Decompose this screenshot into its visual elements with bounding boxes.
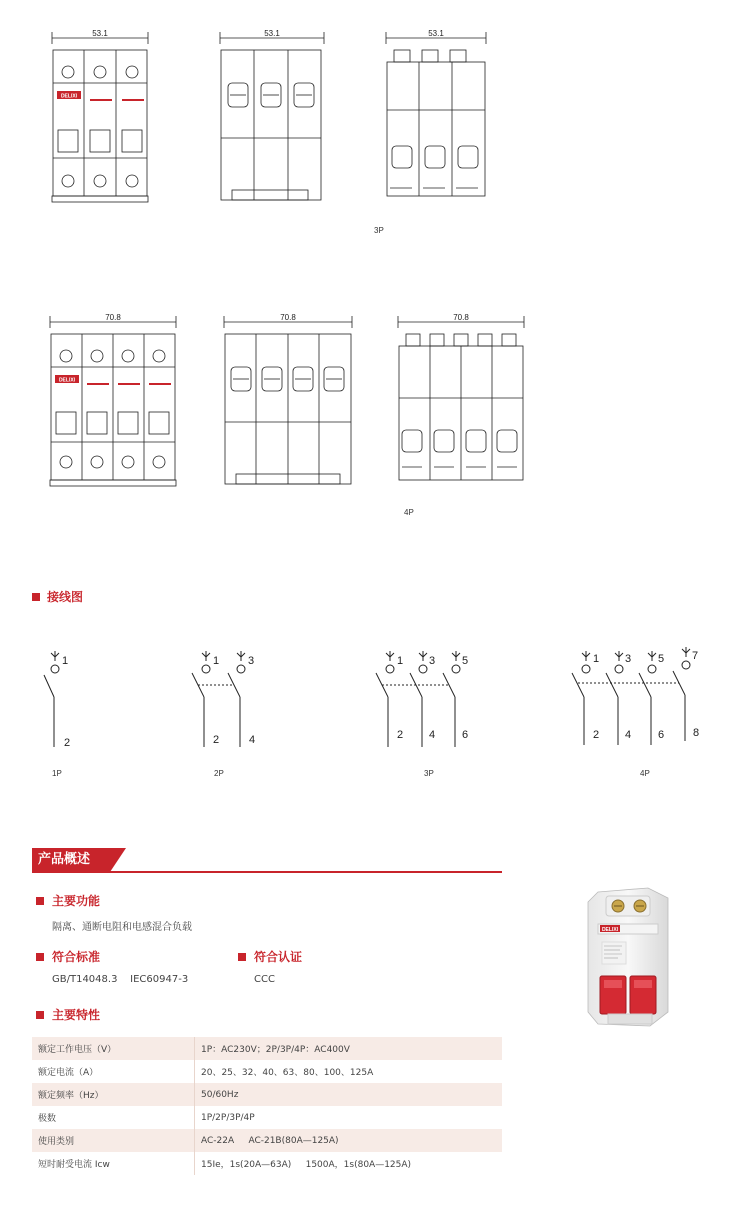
terminal-label: 1 — [62, 655, 69, 667]
spec-name: 额定频率（Hz） — [32, 1083, 195, 1106]
dimension-label: 53.1 — [92, 29, 108, 38]
terminal-label: 3 — [429, 655, 436, 667]
drawing-3p-front — [50, 28, 150, 204]
terminal-label: 6 — [658, 729, 665, 741]
section-marker — [238, 953, 246, 961]
spec-value: 1P：AC230V；2P/3P/4P：AC400V — [195, 1037, 503, 1060]
terminal-label: 2 — [397, 729, 404, 741]
spec-value: 50/60Hz — [195, 1083, 503, 1106]
section-marker — [36, 897, 44, 905]
table-row — [32, 1106, 502, 1129]
terminal-label: 4 — [625, 729, 632, 741]
caption-3p: 3P — [374, 226, 384, 235]
certification-text: CCC — [254, 974, 275, 985]
overview-banner — [32, 848, 110, 872]
spec-name: 短时耐受电流 Icw — [32, 1152, 195, 1175]
dimension-label: 70.8 — [105, 313, 121, 322]
spec-value: 20、25、32、40、63、80、100、125A — [201, 1068, 374, 1078]
terminal-label: 1 — [213, 655, 220, 667]
drawing-4p-rear — [396, 312, 526, 488]
terminal-label: 1 — [397, 655, 404, 667]
section-marker — [36, 953, 44, 961]
table-row — [32, 1129, 502, 1152]
spec-value: AC-22A AC-21B(80A—125A) — [195, 1129, 503, 1152]
spec-name: 额定电流（A） — [32, 1060, 195, 1083]
caption-4p: 4P — [404, 508, 414, 517]
brand-mark: DELIXI — [60, 93, 78, 100]
wiring-diagram-2p — [186, 645, 276, 755]
table-row — [32, 1083, 502, 1106]
banner-tail — [110, 848, 126, 872]
terminal-label: 5 — [658, 653, 665, 665]
spec-name: 使用类别 — [32, 1129, 195, 1152]
terminal-label: 3 — [625, 653, 632, 665]
terminal-label: 2 — [593, 729, 600, 741]
terminal-label: 8 — [693, 727, 700, 739]
terminal-label: 7 — [692, 650, 699, 662]
banner-underline — [32, 871, 502, 873]
drawing-3p-rear — [384, 28, 488, 204]
wiring-label-4p: 4P — [640, 769, 650, 778]
standards-title: 符合标准 — [52, 950, 101, 964]
brand-mark: DELIXI — [601, 927, 619, 933]
certification-title: 符合认证 — [254, 950, 303, 964]
main-function-text: 隔离、通断电阻和电感混合负载 — [52, 922, 192, 933]
features-title: 主要特性 — [52, 1008, 101, 1022]
product-photo — [578, 884, 678, 1034]
spec-name: 额定工作电压（V） — [32, 1037, 195, 1060]
brand-mark: DELIXI — [58, 377, 76, 384]
terminal-label: 4 — [429, 729, 436, 741]
spec-name: 极数 — [32, 1106, 195, 1129]
wiring-title: 接线图 — [47, 590, 84, 604]
spec-value: 1P/2P/3P/4P — [201, 1112, 255, 1123]
table-row — [32, 1152, 502, 1175]
spec-value: 15Ie，1s(20A—63A) 1500A，1s(80A—125A) — [201, 1160, 412, 1170]
terminal-label: 2 — [64, 737, 71, 749]
terminal-label: 3 — [248, 655, 255, 667]
wiring-diagram-1p — [30, 645, 90, 755]
terminal-label: 5 — [462, 655, 469, 667]
drawing-4p-front — [48, 312, 178, 488]
terminal-label: 6 — [462, 729, 469, 741]
spec-table — [32, 1037, 502, 1175]
section-marker — [32, 593, 40, 601]
wiring-label-2p: 2P — [214, 769, 224, 778]
terminal-label: 4 — [249, 734, 256, 746]
drawing-4p-side — [222, 312, 354, 488]
drawing-3p-side — [218, 28, 326, 204]
wiring-diagram-3p — [370, 645, 490, 755]
table-row — [32, 1037, 502, 1060]
dimension-label: 53.1 — [428, 29, 444, 38]
dimension-label: 70.8 — [453, 313, 469, 322]
terminal-label: 2 — [213, 734, 220, 746]
dimension-label: 70.8 — [280, 313, 296, 322]
wiring-label-3p: 3P — [424, 769, 434, 778]
wiring-label-1p: 1P — [52, 769, 62, 778]
table-row — [32, 1060, 502, 1083]
terminal-label: 1 — [593, 653, 600, 665]
main-function-title: 主要功能 — [52, 894, 101, 908]
dimension-label: 53.1 — [264, 29, 280, 38]
overview-banner-title: 产品概述 — [38, 852, 91, 867]
standards-text: GB/T14048.3 IEC60947-3 — [52, 974, 189, 985]
section-marker — [36, 1011, 44, 1019]
wiring-diagram-4p — [566, 645, 716, 755]
